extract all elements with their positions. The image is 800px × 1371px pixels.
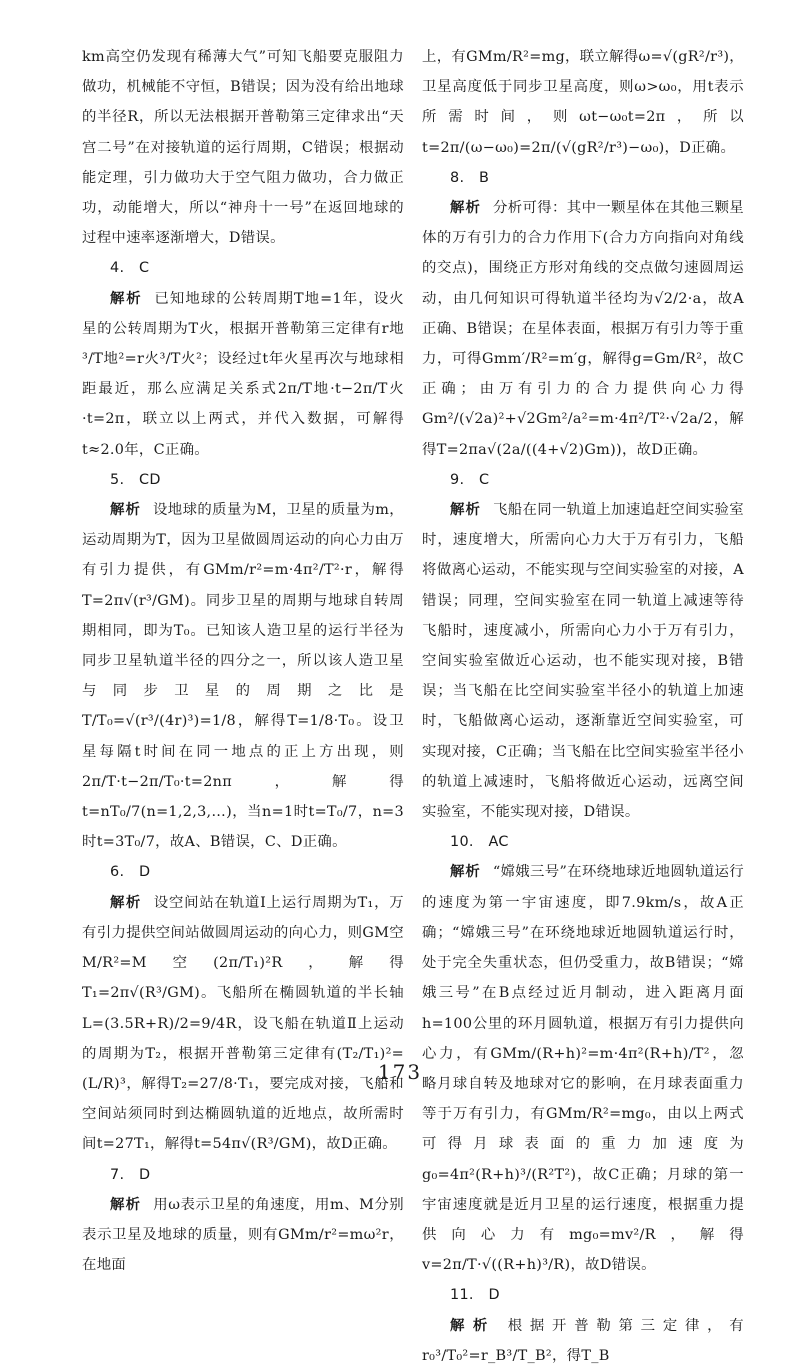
solution-paragraph [422,193,744,465]
answer-key: 4. C [110,260,150,277]
answer-key: 9. C [450,471,490,488]
solution-text: “嫦娥三号”在环绕地球近地圆轨道运行的速度为第一宇宙速度，即7.9km/s，故A正确；“嫦娥三号”在环绕地球近地圆轨道运行时，处于完全失重状态，但仍受重力，故B错误；“嫦娥三号”在B点经过近月制动，进入距离月面h=100公里的环月圆轨道，根据万有引力提供向心力，有GMm/(R+h)²=m·4π²(R+h)/T²，忽略月球自转及地球对它的影响，在月球表面重力等于万有引力，有GMm/R²=mg₀，由以上两式可得月球表面的重力加速度为g₀=4π²(R+h)³/(R²T²)，故C正确；月球的第一宇宙速度就是近月卫星的运行速度，根据重力提供向心力有mg₀=mv²/R，解得v=2π/T·√((R+h)³/R)，故D错误。 [422,864,744,1274]
page-number: 173 [377,1060,423,1084]
answer-key: 5. CD [110,471,161,488]
solution-label: 解析 [110,1196,142,1213]
right-column [422,42,744,1371]
solution-label: 解析 [450,200,481,217]
answer-key: 8. B [450,169,490,186]
solution-label: 解析 [110,502,141,519]
solution-text: 分析可得：其中一颗星体在其他三颗星体的万有引力的合力作用下(合力方向指向对角线的交点)，围绕正方形对角线的交点做匀速圆周运动，由几何知识可得轨道半径均为√2/2·a，故A正确、B错误；在星体表面，根据万有引力等于重力，可得Gmm′/R²=m′g，解得g=Gm/R²，故C正确；由万有引力的合力提供向心力得Gm²/(√2a)²+√2Gm²/a²=m·4π²/T²·√2a/2，解得T=2πa√(2a/((4+√2)Gm))，故D正确。 [422,200,744,458]
continued-paragraph: 上，有GMm/R²=mg，联立解得ω=√(gR²/r³)，卫星高度低于同步卫星高度，则ω>ω₀，用t表示所需时间，则ωt−ω₀t=2π，所以t=2π/(ω−ω₀)=2π/(√(gR²/r³)−ω₀)，D正确。 [422,49,744,156]
answer-key: 10. AC [450,834,509,851]
answer-key: 7. D [110,1166,151,1183]
solution-text: 设地球的质量为M，卫星的质量为m，运动周期为T，因为卫星做圆周运动的向心力由万有引力提供，有GMm/r²=m·4π²/T²·r，解得T=2π√(r³/GM)。同步卫星的周期与地球自转周期相同，即为T₀。已知该人造卫星的运行半径为同步卫星轨道半径的四分之一，所以该人造卫星与同步卫星的周期之比是T/T₀=√(r³/(4r)³)=1/8，解得T=1/8·T₀。设卫星每隔t时间在同一地点的正上方出现，则2π/T·t−2π/T₀·t=2nπ，解得t=nT₀/7(n=1,2,3,…)，当n=1时t=T₀/7，n=3时t=3T₀/7，故A、B错误，C、D正确。 [82,502,404,851]
solution-paragraph [82,284,404,465]
answer-key: 11. D [450,1287,500,1304]
solution-label: 解析 [450,864,481,881]
solution-label: 解析 [110,894,142,911]
left-column [82,42,404,1280]
solution-paragraph [422,1311,744,1371]
solution-text: 根据开普勒第三定律，有r₀³/T₀²=r_B³/T_B²，得T_B [422,1317,744,1364]
solution-label: 解析 [110,290,143,307]
solution-paragraph [422,495,744,827]
continued-paragraph: km高空仍发现有稀薄大气”可知飞船要克服阻力做功，机械能不守恒，B错误；因为没有给出地球的半径R，所以无法根据开普勒第三定律求出“天宫二号”在对接轨道的运行周期，C错误；根据动能定理，引力做功大于空气阻力做功，合力做正功，动能增大，所以“神舟十一号”在返回地球的过程中速率逐渐增大，D错误。 [82,49,404,247]
answer-key: 6. D [110,864,151,881]
solution-label: 解析 [450,1317,496,1334]
solution-paragraph [82,1190,404,1281]
solution-label: 解析 [450,502,481,519]
solution-paragraph [82,888,404,1160]
solution-text: 用ω表示卫星的角速度，用m、M分别表示卫星及地球的质量，则有GMm/r²=mω²r，在地面 [82,1196,404,1274]
solution-text: 飞船在同一轨道上加速追赶空间实验室时，速度增大，所需向心力大于万有引力，飞船将做离心运动，不能实现与空间实验室的对接，A错误；同理，空间实验室在同一轨道上减速等待飞船时，速度减小，所需向心力小于万有引力，空间实验室做近心运动，也不能实现对接，B错误；当飞船在比空间实验室半径小的轨道上加速时，飞船做离心运动，逐渐靠近空间实验室，可实现对接，C正确；当飞船在比空间实验室半径小的轨道上减速时，飞船将做近心运动，远离空间实验室，不能实现对接，D错误。 [422,502,744,821]
solution-text: 设空间站在轨道Ⅰ上运行周期为T₁，万有引力提供空间站做圆周运动的向心力，则GM空M/R²=M空(2π/T₁)²R，解得T₁=2π√(R³/GM)。飞船所在椭圆轨道的半长轴L=(3.5R+R)/2=9/4R，设飞船在轨道Ⅱ上运动的周期为T₂，根据开普勒第三定律有(T₂/T₁)²=(L/R)³，解得T₂=27/8·T₁，要完成对接，飞船和空间站须同时到达椭圆轨道的近地点，故所需时间t=27T₁，解得t=54π√(R³/GM)，故D正确。 [82,894,404,1153]
solution-paragraph [82,495,404,857]
solution-text: 已知地球的公转周期T地=1年，设火星的公转周期为T火，根据开普勒第三定律有r地³/T地²=r火³/T火²；设经过t年火星再次与地球相距最近，那么应满足关系式2π/T地·t−2π/T火·t=2π，联立以上两式，并代入数据，可解得t≈2.0年，C正确。 [82,290,404,458]
